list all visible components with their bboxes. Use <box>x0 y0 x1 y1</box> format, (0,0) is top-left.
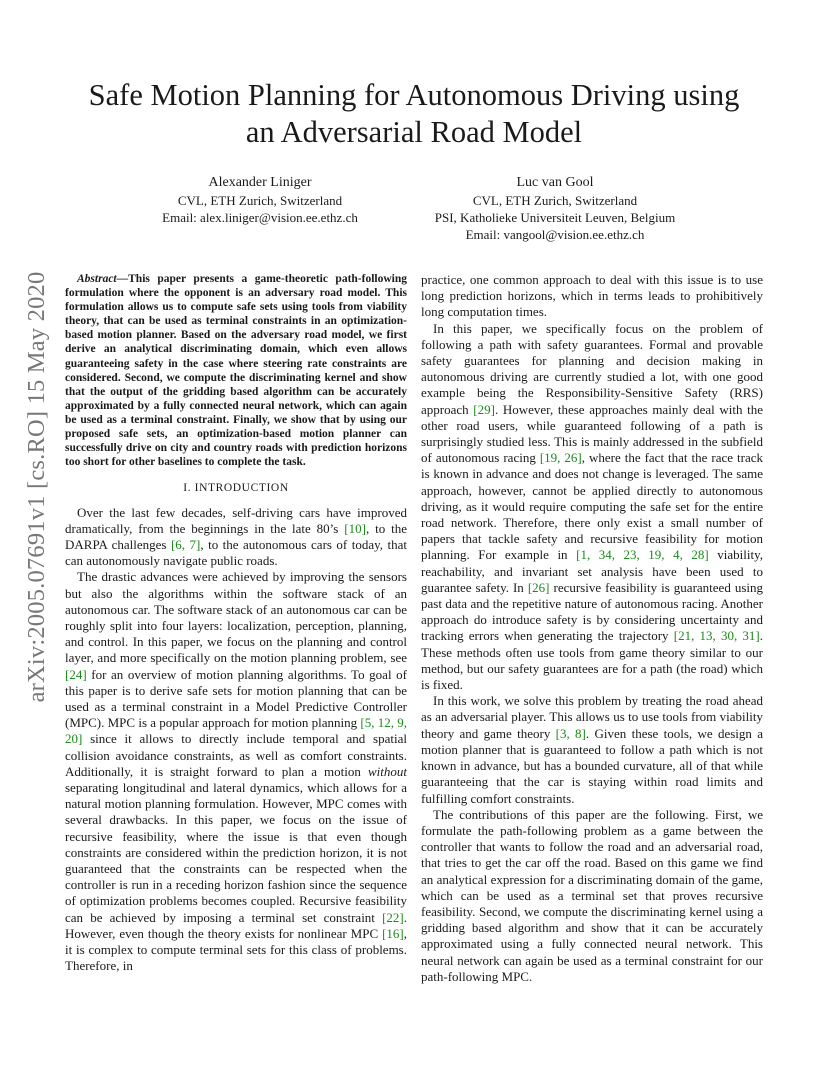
abstract <box>65 272 407 469</box>
paragraph-text: , to the autonomous cars of today, that can autonomously navigate public roads. <box>65 536 407 569</box>
citation-link[interactable]: [3, 8] <box>555 725 586 741</box>
citation-link[interactable]: [19, 26] <box>539 450 582 466</box>
right-column <box>421 272 763 985</box>
left-column <box>65 272 407 974</box>
paragraph-text: In this paper, we specifically focus on the problem of following a path with safety guarantees. Formal and provable safety guarantees for planning and decision making in autonomous driving are currently studied a lot, with one good example being the Responsibility-Sensitive Safety (RRS) approach <box>421 320 763 417</box>
paragraph-text: for an overview of motion planning algorithms. To goal of this paper is to derive safe sets for motion planning that can be used as a terminal constraint in a Model Predictive Controller (MPC). MPC is a popular approach for motion planning <box>65 666 407 731</box>
abstract-label: Abstract <box>77 273 117 285</box>
paragraph-text: without <box>367 763 407 779</box>
citation-link[interactable]: [1, 34, 23, 19, 4, 28] <box>576 547 709 563</box>
author-name: Alexander Liniger <box>208 175 312 190</box>
paragraph <box>421 807 763 985</box>
paragraph-text: . Given these tools, we design a motion planner that is guaranteed to follow a path which is not known in advance, but has a bounded curvature, all of that while guaranteeing that the car is staying within road limits and fulfilling comfort constraints. <box>421 725 763 806</box>
author-name: Luc van Gool <box>516 175 594 190</box>
paragraph-text: , it is complex to compute terminal sets for this class of problems. Therefore, in <box>65 925 407 974</box>
paragraph-text: Over the last few decades, self-driving cars have improved dramatically, from the beginnings in the late 80’s <box>65 504 407 536</box>
left-column-body <box>65 505 407 975</box>
paragraph-text: . These methods often use tools from game theory similar to our method, but our safety guarantees are for a path (the road) which is fixed. <box>421 628 763 693</box>
paragraph-text: , where the fact that the race track is known in advance and does not change is leveraged. The same approach, however, cannot be applied directly to autonomous driving, as it would require computing the safe set for the entire road network. Therefore, there only exist a small number of papers that tackle safety and recursive feasibility for motion planning. For example in <box>421 450 763 563</box>
paragraph-text: separating longitudinal and lateral dynamics, which allows for a natural motion planning formulation. However, MPC comes with several drawbacks. In this paper, we focus on the issue of recursive feasibility, where the issue is that even though constraints are considered within the prediction horizon, it is not guaranteed that the constraints can be respected when the controller is run in a receding horizon fashion since the sequence of optimization problems becomes coupled. Recursive feasibility can be achieved by imposing a terminal set constraint <box>65 779 407 925</box>
paragraph <box>421 321 763 694</box>
paragraph <box>65 505 407 570</box>
citation-link[interactable]: [24] <box>65 666 87 682</box>
author-block-1 <box>110 174 410 226</box>
author-affiliation: CVL, ETH Zurich, Switzerland <box>177 193 343 208</box>
paragraph-text: . However, these approaches mainly deal with the other road users, while guaranteed following of a path is surprisingly studied less. This is mainly addressed in the subfield of autonomous racing <box>421 401 763 466</box>
paragraph-text: since it allows to directly include temporal and spatial collision avoidance constraints, as well as comfort constraints. Additionally, it is straight forward to plan a motion <box>65 731 407 779</box>
section-heading: I. INTRODUCTION <box>183 482 289 495</box>
author-email: Email: alex.liniger@vision.ee.ethz.ch <box>162 210 358 225</box>
arxiv-identifier-text: arXiv:2005.07691v1 [cs.RO] 15 May 2020 <box>23 271 50 703</box>
right-column-body <box>421 272 763 985</box>
citation-link[interactable]: [22] <box>382 909 404 925</box>
paragraph-text: practice, one common approach to deal with this issue is to use long prediction horizons, which in terms leads to prohibitively long computation times. <box>421 272 763 320</box>
citation-link[interactable]: [26] <box>527 579 550 595</box>
paragraph <box>421 272 763 321</box>
paragraph-text: recursive feasibility is guaranteed using past data and the repetitive nature of autonomous racing. Another approach do introduce safety is by considering uncertainty and tracking errors when generating the trajectory <box>421 579 763 644</box>
author-affiliation: CVL, ETH Zurich, Switzerland <box>472 193 638 208</box>
paragraph-text: , to the DARPA challenges <box>65 520 407 552</box>
citation-link[interactable]: [21, 13, 30, 31] <box>673 628 760 644</box>
paragraph <box>421 693 763 806</box>
paragraph-text: In this work, we solve this problem by treating the road ahead as an adversarial player. This allows us to use tools from viability theory and game theory <box>421 693 763 741</box>
paragraph <box>65 569 407 974</box>
citation-link[interactable]: [10] <box>344 520 366 536</box>
paper-title: Safe Motion Planning for Autonomous Driving using an Adversarial Road Model <box>88 78 740 149</box>
paragraph-text: The drastic advances were achieved by improving the sensors but also the algorithms within the software stack of an autonomous car. The software stack of an autonomous car can be roughly split into four layers: localization, perception, planning, and control. In this paper, we focus on the planning and control layer, and more specifically on the motion planning problem, see <box>65 569 407 666</box>
paragraph-text: viability, reachability, and invariant set analysis have been used to guarantee safety. In <box>421 547 763 595</box>
paragraph-text: . However, even though the theory exists for nonlinear MPC <box>65 909 407 941</box>
author-affiliation: PSI, Katholieke Universiteit Leuven, Belgium <box>434 210 676 225</box>
citation-link[interactable]: [6, 7] <box>170 536 201 552</box>
citation-link[interactable]: [29] <box>473 401 495 417</box>
author-block-2 <box>405 174 705 243</box>
abstract-text: —This paper presents a game-theoretic path-following formulation where the opponent is an adversary road model. This formulation allows us to compute safe sets using tools from viability theory, that can be used as terminal constraints in an optimization-based motion planner. Based on the adversary road model, we first derive an analytical discriminating domain, which even allows guaranteeing safety in the case where steering rate constraints are considered. Second, we compute the discriminating kernel and show that the output of the gridding based algorithm can be accurately approximated by a fully connected neural network, which can again be used as a terminal constraint. Finally, we show that by using our proposed safe sets, an optimization-based motion planner can successfully drive on city and country roads with prediction horizons too short for other baselines to complete the task. <box>65 273 407 469</box>
author-email: Email: vangool@vision.ee.ethz.ch <box>465 227 645 242</box>
citation-link[interactable]: [16] <box>382 925 404 941</box>
paragraph-text: The contributions of this paper are the following. First, we formulate the path-following problem as a game between the controller that wants to follow the road and an adversarial road, that tries to get the car off the road. Based on this game we find an analytical expression for a discriminating domain of the game, which can be used as a terminal set that proves recursive feasibility. Second, we compute the discriminating kernel using a gridding based algorithm and show that it can be accurately approximated using a fully connected neural network. This neural network can again be used as a terminal constraint for our path-following MPC. <box>421 806 763 984</box>
citation-link[interactable]: [5, 12, 9, 20] <box>65 715 407 747</box>
arxiv-identifier <box>20 272 54 702</box>
